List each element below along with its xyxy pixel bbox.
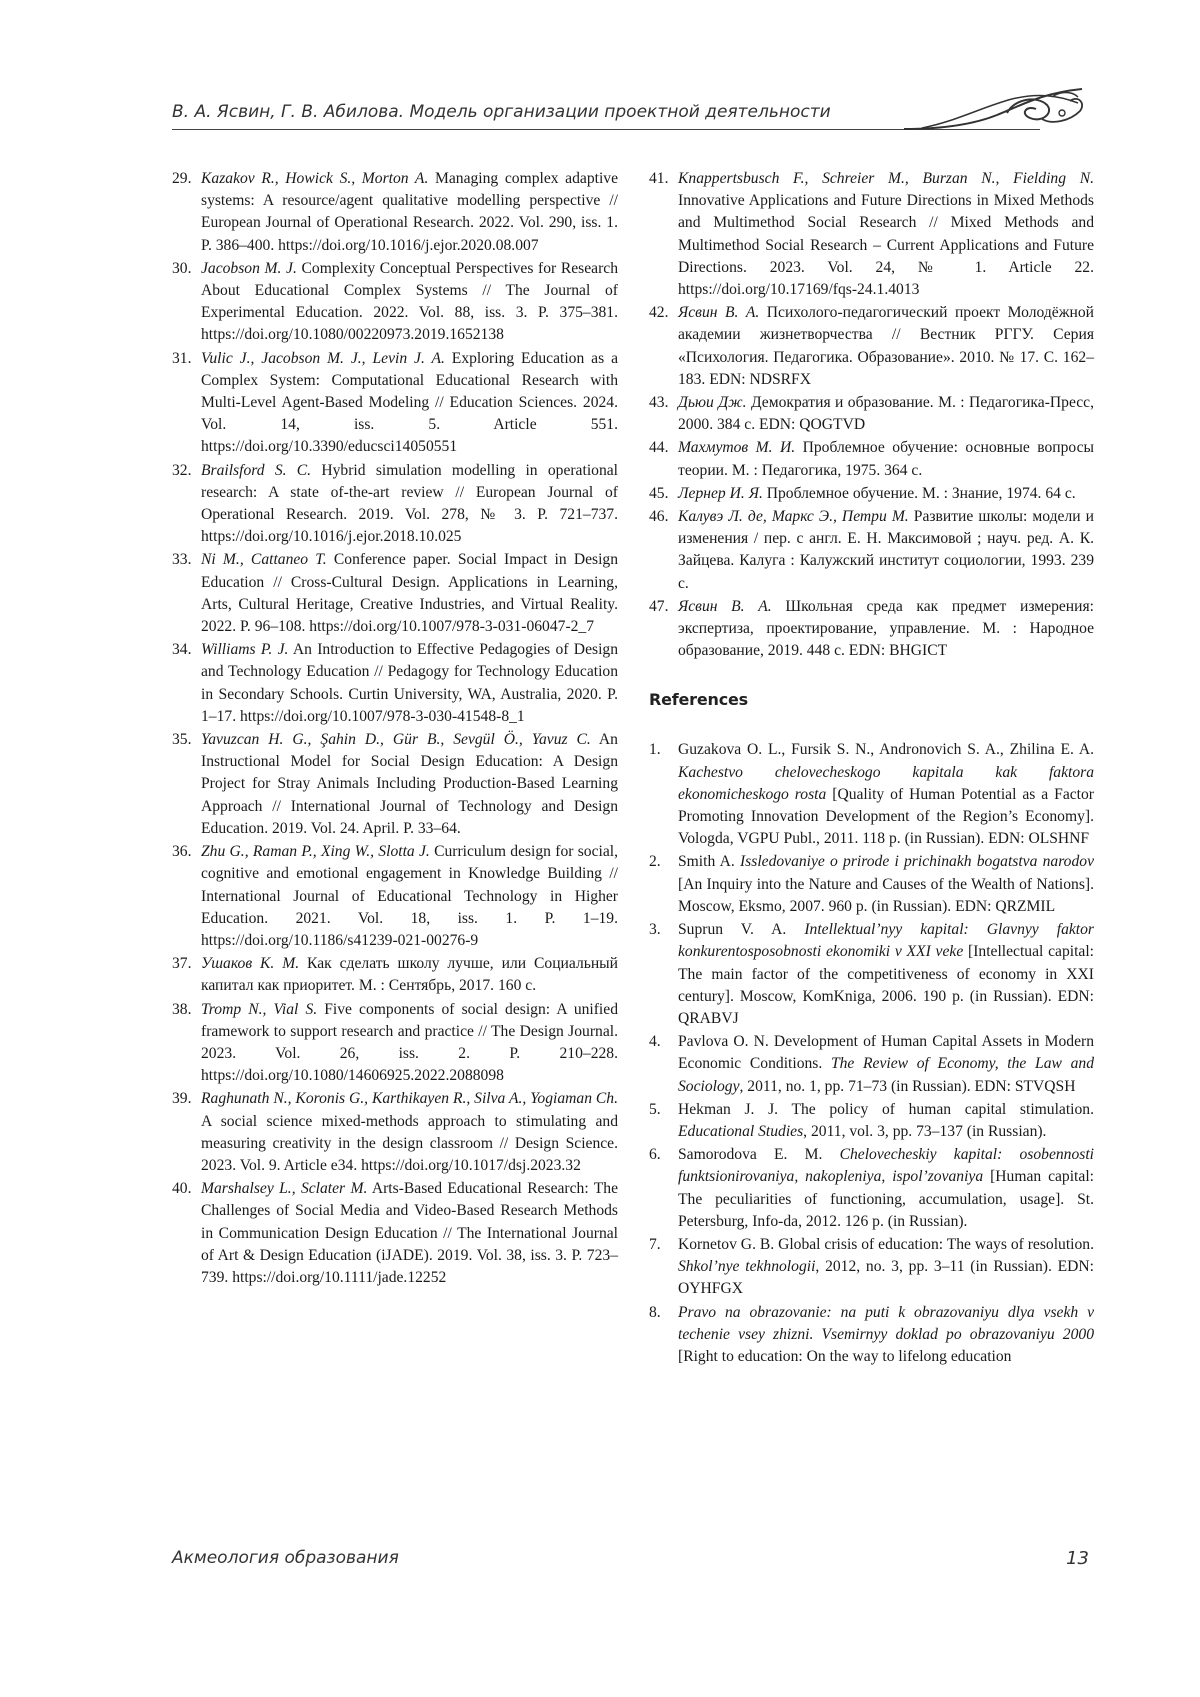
reference-number: 35. [172,729,192,751]
reference-number: 29. [172,168,192,190]
reference-item [649,1302,1094,1369]
reference-number: 34. [172,639,192,661]
reference-title: Pravo na obrazovanie: na puti k obrazovaniyu dlya vsekh v techenie vsey zhizni. Vsemirnyy doklad po obrazovaniyu 2000 [678,1304,1094,1343]
reference-details: , 2011, no. 1, pp. 71–73 (in Russian). EDN: STVQSH [740,1078,1076,1095]
reference-number: 4. [649,1031,661,1053]
reference-title: Issledovaniye o prirode i prichinakh bogatstva narodov [740,853,1094,870]
reference-item [649,168,1094,301]
reference-item [172,348,618,459]
reference-number: 44. [649,437,669,459]
reference-title: The Review of Economy, the Law and Sociology [678,1055,1094,1094]
reference-title: Chelovecheskiy kapital: osobennosti funktsionirovaniya, nakopleniya, ispol’zovaniya [678,1146,1094,1185]
reference-text: Five components of social design: A unified framework to support research and practice // The Design Journal. 2023. Vol. 26, iss. 2. P. 210–228. https://doi.org/10.1080/14606925.2022.2088098 [201,1001,618,1085]
reference-number: 46. [649,506,669,528]
reference-text: Suprun V. A. [678,921,804,938]
reference-text: A social science mixed-methods approach to stimulating and measuring creativity in the design classroom // Design Science. 2023. Vol. 9. Article e34. https://doi.org/10.1017/dsj.2023.32 [201,1113,618,1174]
reference-authors: Kazakov R., Howick S., Morton A. [201,170,428,187]
reference-authors: Ушаков К. М. [201,955,299,972]
right-reference-column [649,168,1094,1369]
reference-text: Pavlova O. N. Development of Human Capital Assets in Modern Economic Conditions. [678,1033,1094,1072]
reference-text: Как сделать школу лучше, или Социальный капитал как приоритет. М. : Сентябрь, 2017. 160 с. [201,955,618,994]
reference-details: [Human capital: The peculiarities of functioning, accumulation, usage]. St. Petersburg, Info-da, 2012. 126 p. (in Russian). [678,1168,1094,1229]
reference-number: 33. [172,549,192,571]
reference-item [649,1099,1094,1143]
reference-authors: Knappertsbusch F., Schreier M., Burzan N., Fielding N. [678,170,1094,187]
reference-details: , 2012, no. 3, pp. 3–11 (in Russian). EDN: OYHFGX [678,1258,1094,1297]
reference-text: An Instructional Model for Social Design Education: A Design Project for Stray Animals Including Production-Based Learning Approach // International Journal of Technology and Design Education. 2019. Vol. 24. April. P. 33–64. [201,731,618,837]
reference-number: 6. [649,1144,661,1166]
reference-number: 42. [649,302,669,324]
reference-text: Managing complex adaptive systems: A resource/agent qualitative modelling perspective // European Journal of Operational Research. 2022. Vol. 290, iss. 1. P. 386–400. https://doi.org/10.1016/j.ejor.2020.08.007 [201,170,618,254]
reference-item [172,1088,618,1177]
reference-text: Guzakova O. L., Fursik S. N., Andronovich S. A., Zhilina E. A. [678,741,1094,758]
reference-text: Curriculum design for social, cognitive and emotional engagement in Knowledge Building // International Journal of Educational Technology in Higher Education. 2021. Vol. 18, iss. 1. P. 1–19. https://doi.org/10.1186/s41239-021-00276-9 [201,843,618,949]
reference-number: 39. [172,1088,192,1110]
reference-number: 3. [649,919,661,941]
reference-number: 40. [172,1178,192,1200]
reference-item [649,919,1094,1030]
running-header-title: В. А. Ясвин, Г. В. Абилова. Модель организации проектной деятельности [172,102,831,122]
reference-number: 7. [649,1234,661,1256]
reference-text: Innovative Applications and Future Directions in Mixed Methods and Multimethod Social Research // Mixed Methods and Multimethod Social Research – Current Applications and Future Directions. 2023. Vol. 24, № 1. Article 22. https://doi.org/10.17169/fqs-24.1.4013 [678,192,1094,298]
reference-number: 43. [649,392,669,414]
reference-authors: Калувэ Л. де, Маркс Э., Петри М. [678,508,909,525]
reference-details: [An Inquiry into the Nature and Causes of the Wealth of Nations]. Moscow, Eksmo, 2007. 960 p. (in Russian). EDN: QRZMIL [678,876,1094,915]
page-number: 13 [1066,1548,1089,1569]
reference-item [172,639,618,728]
reference-number: 1. [649,739,661,761]
reference-authors: Дьюи Дж. [678,394,747,411]
left-reference-column [172,168,618,1290]
reference-item [649,437,1094,481]
reference-text: Hybrid simulation modelling in operational research: A state of-the-art review // European Journal of Operational Research. 2019. Vol. 278, № 3. P. 721–737. https://doi.org/10.1016/j.ejor.2018.10.025 [201,462,618,546]
reference-text: Complexity Conceptual Perspectives for Research About Educational Complex Systems // The Journal of Experimental Education. 2022. Vol. 88, iss. 3. P. 375–381. https://doi.org/10.1080/00220973.2019.1652138 [201,260,618,344]
reference-item [649,739,1094,850]
reference-item [649,1234,1094,1301]
reference-text: Smith A. [678,853,740,870]
reference-details: [Intellectual capital: The main factor of the competitiveness of economy in XXI century]. Moscow, KomKniga, 2006. 190 p. (in Russian). EDN: QRABVJ [678,943,1094,1027]
reference-text: Arts-Based Educational Research: The Challenges of Social Media and Video-Based Research Methods in Communication Design Education // The International Journal of Art & Design Education (iJADE). 2019. Vol. 38, iss. 3. P. 723–739. https://doi.org/10.1111/jade.12252 [201,1180,618,1286]
reference-authors: Raghunath N., Koronis G., Karthikayen R., Silva A., Yogiaman Ch. [201,1090,618,1107]
reference-text: Hekman J. J. The policy of human capital stimulation. [678,1101,1094,1118]
reference-number: 32. [172,460,192,482]
reference-number: 5. [649,1099,661,1121]
reference-authors: Tromp N., Vial S. [201,1001,317,1018]
header-ornament-icon [902,85,1088,133]
reference-item [649,1031,1094,1098]
reference-text: Демократия и образование. М. : Педагогика-Пресс, 2000. 384 с. EDN: QOGTVD [678,394,1094,433]
reference-number: 45. [649,483,669,505]
reference-item [172,258,618,347]
reference-text: Conference paper. Social Impact in Design Education // Cross-Cultural Design. Applications in Learning, Arts, Cultural Heritage, Creative Industries, and Virtual Reality. 2022. P. 96–108. https://doi.org/10.1007/978-3-031-06047-2_7 [201,551,618,635]
reference-details: [Quality of Human Potential as a Factor Promoting Innovation Development of the Region’s Economy]. Vologda, VGPU Publ., 2011. 118 p. (in Russian). EDN: OLSHNF [678,786,1094,847]
reference-item [172,729,618,840]
reference-number: 31. [172,348,192,370]
reference-authors: Brailsford S. C. [201,462,311,479]
reference-text: Exploring Education as a Complex System: Computational Educational Research with Multi-Level Agent-Based Modeling // Education Sciences. 2024. Vol. 14, iss. 5. Article 551. https://doi.org/10.3390/educsci14050551 [201,350,618,456]
reference-authors: Ясвин В. А. [678,598,772,615]
reference-text: Samorodova E. M. [678,1146,840,1163]
reference-authors: Vulic J., Jacobson M. J., Levin J. A. [201,350,445,367]
reference-text: Развитие школы: модели и изменения / пер. с англ. Е. Н. Максимовой ; науч. ред. А. К. Зайцева. Калуга : Калужский институт социологии, 1993. 239 с. [678,508,1094,592]
reference-item [172,549,618,638]
reference-item [649,506,1094,595]
reference-item [172,1178,618,1289]
reference-number: 36. [172,841,192,863]
reference-item [172,953,618,997]
reference-text: Школьная среда как предмет измерения: экспертиза, проектирование, управление. М. : Народное образование, 2019. 448 с. EDN: BHGICT [678,598,1094,659]
reference-title: Shkol’nye tekhnologii [678,1258,815,1275]
reference-item [172,460,618,549]
reference-item [649,392,1094,436]
reference-number: 8. [649,1302,661,1324]
reference-title: Educational Studies [678,1123,803,1140]
reference-title: Kachestvo chelovecheskogo kapitala kak faktora ekonomicheskogo rosta [678,764,1094,803]
reference-title: Intellektual’nyy kapital: Glavnyy faktor konkurentosposobnosti ekonomiki v XXI veke [678,921,1094,960]
reference-authors: Лернер И. Я. [678,485,763,502]
reference-number: 41. [649,168,669,190]
reference-number: 38. [172,999,192,1021]
reference-authors: Marshalsey L., Sclater M. [201,1180,367,1197]
reference-item [649,302,1094,391]
reference-details: [Right to education: On the way to lifelong education [678,1348,1011,1365]
reference-item [649,596,1094,663]
reference-number: 47. [649,596,669,618]
reference-item [649,1144,1094,1233]
reference-item [172,999,618,1088]
reference-authors: Zhu G., Raman P., Xing W., Slotta J. [201,843,430,860]
references-heading: References [649,690,1094,709]
reference-number: 37. [172,953,192,975]
reference-item [649,851,1094,918]
reference-text: An Introduction to Effective Pedagogies of Design and Technology Education // Pedagogy for Technology Education in Secondary Schools. Curtin University, WA, Australia, 2020. P. 1–17. https://doi.org/10.1007/978-3-030-41548-8_1 [201,641,618,725]
reference-number: 2. [649,851,661,873]
reference-item [649,483,1094,505]
reference-authors: Jacobson M. J. [201,260,297,277]
journal-name: Акмеология образования [172,1548,399,1568]
reference-text: Проблемное обучение. М. : Знание, 1974. 64 с. [763,485,1076,502]
reference-authors: Махмутов М. И. [678,439,795,456]
reference-number: 30. [172,258,192,280]
reference-authors: Ясвин В. А. [678,304,759,321]
reference-authors: Ni M., Cattaneo T. [201,551,327,568]
reference-item [172,168,618,257]
reference-authors: Williams P. J. [201,641,288,658]
reference-details: , 2011, vol. 3, pp. 73–137 (in Russian). [803,1123,1046,1140]
reference-authors: Yavuzcan H. G., Şahin D., Gür B., Sevgül Ö., Yavuz C. [201,731,591,748]
reference-item [172,841,618,952]
reference-text: Психолого-педагогический проект Молодёжной академии жизнетворчества // Вестник РГГУ. Серия «Психология. Педагогика. Образование». 2010. № 17. С. 162–183. EDN: NDSRFX [678,304,1094,388]
reference-text: Kornetov G. B. Global crisis of education: The ways of resolution. [678,1236,1094,1253]
reference-text: Проблемное обучение: основные вопросы теории. М. : Педагогика, 1975. 364 с. [678,439,1094,478]
